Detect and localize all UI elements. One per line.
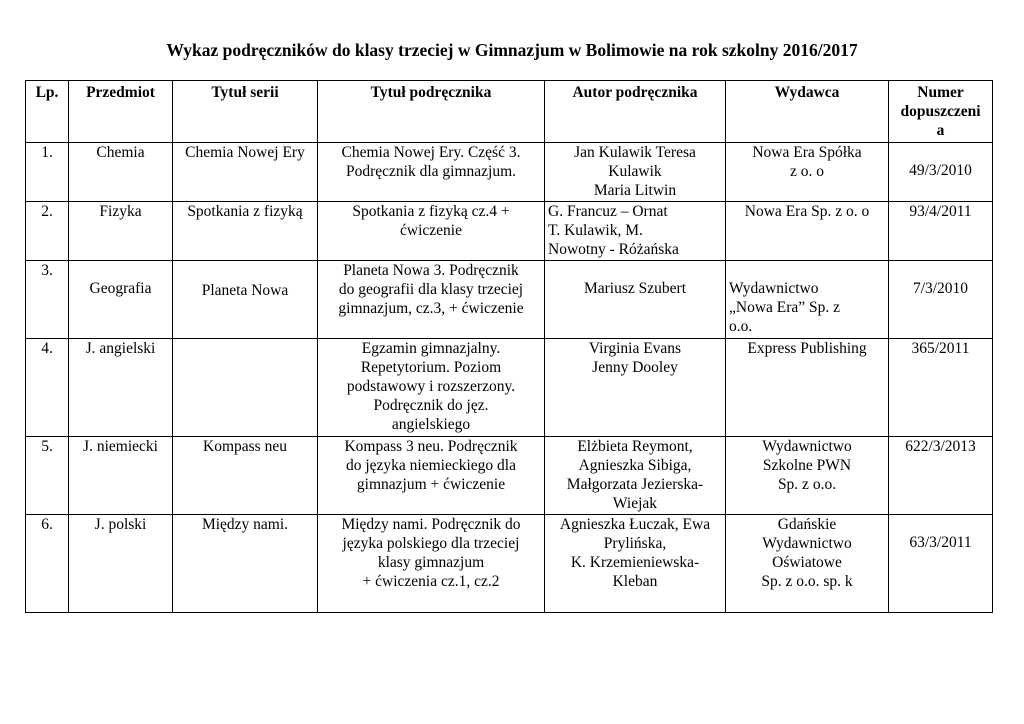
cell-publisher: Express Publishing bbox=[726, 339, 889, 437]
cell-subject: Chemia bbox=[69, 143, 173, 202]
cell-number: 365/2011 bbox=[889, 339, 993, 437]
cell-publisher: Nowa Era Spółka z o. o bbox=[726, 143, 889, 202]
cell-title: Spotkania z fizyką cz.4 + ćwiczenie bbox=[318, 202, 545, 261]
cell-number: 63/3/2011 bbox=[889, 515, 993, 613]
cell-series: Spotkania z fizyką bbox=[173, 202, 318, 261]
cell-publisher: Nowa Era Sp. z o. o bbox=[726, 202, 889, 261]
cell-series: Kompass neu bbox=[173, 437, 318, 515]
cell-title: Kompass 3 neu. Podręcznik do języka niemieckiego dla gimnazjum + ćwiczenie bbox=[318, 437, 545, 515]
cell-lp: 6. bbox=[26, 515, 69, 613]
cell-author: Virginia Evans Jenny Dooley bbox=[545, 339, 726, 437]
cell-lp: 4. bbox=[26, 339, 69, 437]
cell-author: Agnieszka Łuczak, Ewa Prylińska, K. Krzemieniewska- Kleban bbox=[545, 515, 726, 613]
cell-lp: 1. bbox=[26, 143, 69, 202]
cell-series bbox=[173, 339, 318, 437]
table-row bbox=[26, 339, 993, 437]
cell-number: 93/4/2011 bbox=[889, 202, 993, 261]
cell-title: Między nami. Podręcznik do języka polskiego dla trzeciej klasy gimnazjum + ćwiczenia cz.1, cz.2 bbox=[318, 515, 545, 613]
cell-number: 49/3/2010 bbox=[889, 143, 993, 202]
table-row bbox=[26, 437, 993, 515]
cell-author: Elżbieta Reymont, Agnieszka Sibiga, Małgorzata Jezierska- Wiejak bbox=[545, 437, 726, 515]
cell-series: Planeta Nowa bbox=[173, 261, 318, 339]
header-lp: Lp. bbox=[26, 81, 69, 143]
cell-title: Chemia Nowej Ery. Część 3. Podręcznik dla gimnazjum. bbox=[318, 143, 545, 202]
cell-subject: Geografia bbox=[69, 261, 173, 339]
document-title: Wykaz podręczników do klasy trzeciej w Gimnazjum w Bolimowie na rok szkolny 2016/2017 bbox=[166, 40, 858, 60]
cell-lp: 2. bbox=[26, 202, 69, 261]
cell-publisher: Wydawnictwo „Nowa Era” Sp. z o.o. bbox=[726, 261, 889, 339]
table-row bbox=[26, 143, 993, 202]
header-number: Numer dopuszczeni a bbox=[889, 81, 993, 143]
table-header-row bbox=[26, 81, 993, 143]
table-row bbox=[26, 515, 993, 613]
cell-publisher: Gdańskie Wydawnictwo Oświatowe Sp. z o.o. sp. k bbox=[726, 515, 889, 613]
cell-publisher: Wydawnictwo Szkolne PWN Sp. z o.o. bbox=[726, 437, 889, 515]
cell-number: 7/3/2010 bbox=[889, 261, 993, 339]
header-title: Tytuł podręcznika bbox=[318, 81, 545, 143]
cell-subject: Fizyka bbox=[69, 202, 173, 261]
cell-subject: J. polski bbox=[69, 515, 173, 613]
header-subject: Przedmiot bbox=[69, 81, 173, 143]
header-publisher: Wydawca bbox=[726, 81, 889, 143]
cell-author: Mariusz Szubert bbox=[545, 261, 726, 339]
cell-subject: J. niemiecki bbox=[69, 437, 173, 515]
cell-lp: 5. bbox=[26, 437, 69, 515]
cell-number: 622/3/2013 bbox=[889, 437, 993, 515]
table-row bbox=[26, 202, 993, 261]
cell-author: Jan Kulawik Teresa Kulawik Maria Litwin bbox=[545, 143, 726, 202]
cell-title: Planeta Nowa 3. Podręcznik do geografii dla klasy trzeciej gimnazjum, cz.3, + ćwiczenie bbox=[318, 261, 545, 339]
cell-lp: 3. bbox=[26, 261, 69, 339]
header-author: Autor podręcznika bbox=[545, 81, 726, 143]
cell-series: Między nami. bbox=[173, 515, 318, 613]
cell-title: Egzamin gimnazjalny. Repetytorium. Poziom podstawowy i rozszerzony. Podręcznik do jęz. angielskiego bbox=[318, 339, 545, 437]
header-series: Tytuł serii bbox=[173, 81, 318, 143]
cell-subject: J. angielski bbox=[69, 339, 173, 437]
cell-series: Chemia Nowej Ery bbox=[173, 143, 318, 202]
cell-author: G. Francuz – Ornat T. Kulawik, M. Nowotny - Różańska bbox=[545, 202, 726, 261]
textbook-table bbox=[25, 80, 993, 613]
table-row bbox=[26, 261, 993, 339]
